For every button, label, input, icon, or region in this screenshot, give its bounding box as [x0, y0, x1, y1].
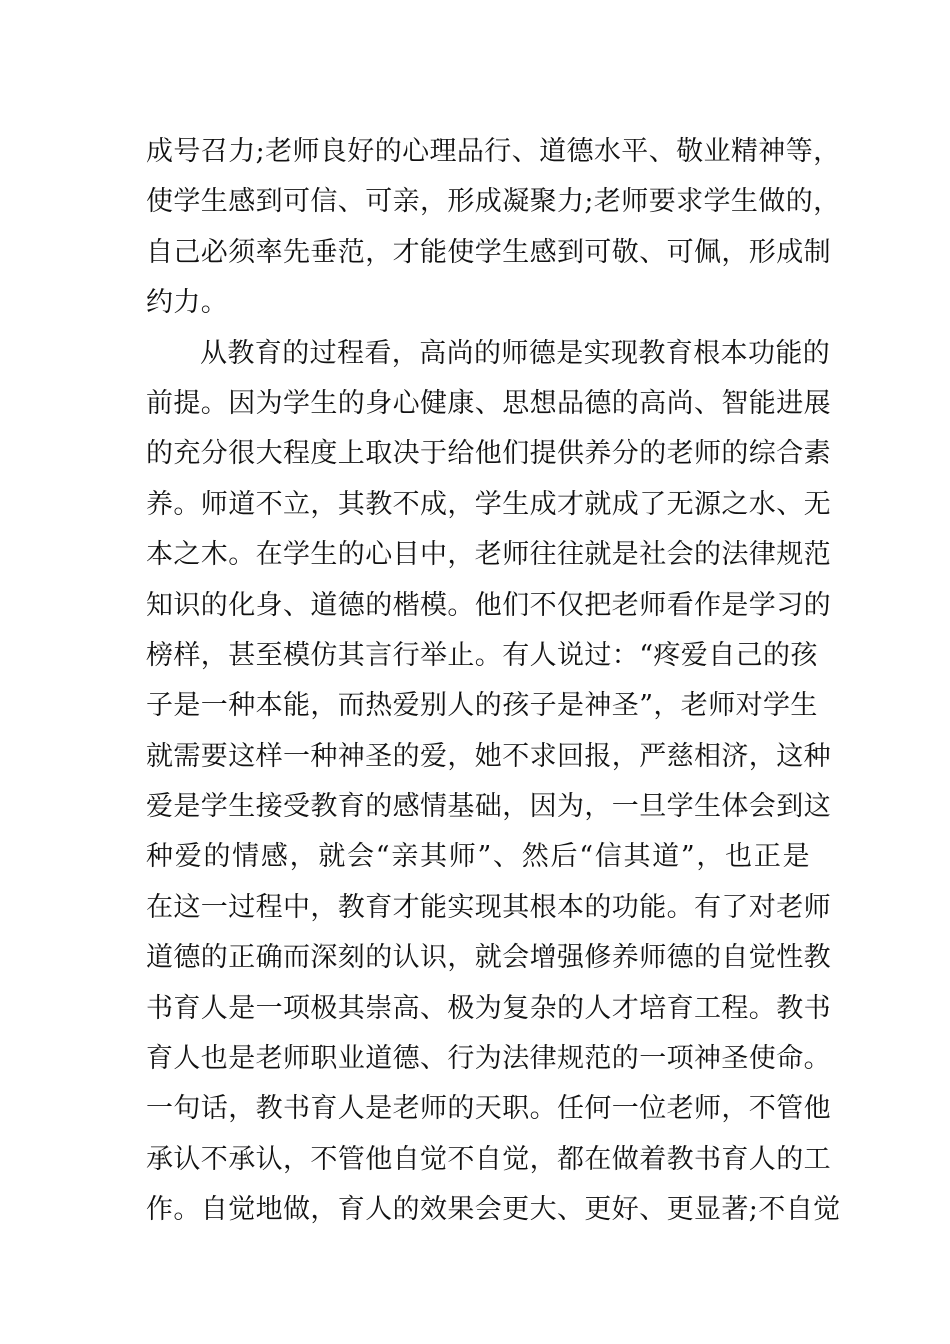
text-line: 的充分很大程度上取决于给他们提供养分的老师的综合素	[146, 438, 831, 470]
text-line: 书育人是一项极其崇高、极为复杂的人才培育工程。教书	[146, 992, 831, 1024]
text-line: 使学生感到可信、可亲，形成凝聚力;老师要求学生做的，	[146, 186, 841, 218]
text-line: 承认不承认，不管他自觉不自觉，都在做着教书育人的工	[146, 1143, 831, 1175]
text-line: 知识的化身、道德的楷模。他们不仅把老师看作是学习的	[146, 589, 831, 621]
text-line: 榜样，甚至模仿其言行举止。有人说过：“疼爱自己的孩	[146, 639, 818, 671]
text-line: 约力。	[146, 287, 229, 319]
text-line: 道德的正确而深刻的认识，就会增强修养师德的自觉性教	[146, 942, 831, 974]
text-line: 前提。因为学生的身心健康、思想品德的高尚、智能进展	[146, 387, 831, 419]
text-line: 爱是学生接受教育的感情基础，因为，一旦学生体会到这	[146, 791, 831, 823]
text-line: 育人也是老师职业道德、行为法律规范的一项神圣使命。	[146, 1043, 831, 1075]
text-line: 养。师道不立，其教不成，学生成才就成了无源之水、无	[146, 488, 831, 520]
text-line: 本之木。在学生的心目中，老师往往就是社会的法律规范	[146, 539, 831, 571]
text-line: 种爱的情感，就会“亲其师”、然后“信其道”，也正是	[146, 841, 810, 873]
body-text	[146, 127, 841, 1236]
text-line: 自己必须率先垂范，才能使学生感到可敬、可佩，形成制	[146, 236, 831, 268]
text-line: 就需要这样一种神圣的爱，她不求回报，严慈相济，这种	[146, 740, 831, 772]
text-line: 在这一过程中，教育才能实现其根本的功能。有了对老师	[146, 891, 831, 923]
text-line: 一句话，教书育人是老师的天职。任何一位老师，不管他	[146, 1093, 831, 1125]
text-line: 成号召力;老师良好的心理品行、道德水平、敬业精神等，	[146, 136, 841, 167]
text-line: 子是一种本能，而热爱别人的孩子是神圣”，老师对学生	[146, 690, 818, 722]
paragraph-first-line: 从教育的过程看，高尚的师德是实现教育根本功能的	[200, 337, 831, 369]
text-line: 作。自觉地做，育人的效果会更大、更好、更显著;不自觉	[146, 1194, 841, 1226]
